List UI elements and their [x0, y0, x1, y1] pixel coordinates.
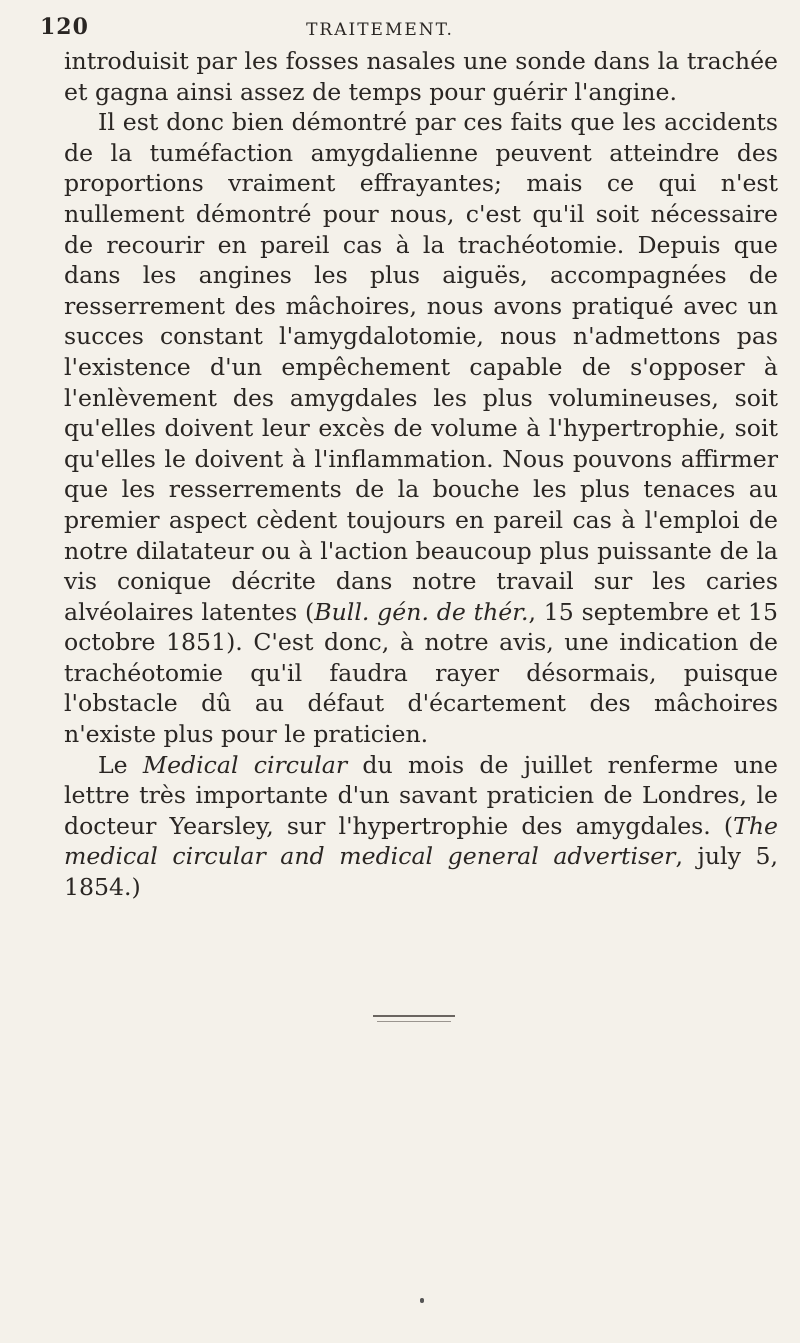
section-divider — [373, 1015, 455, 1017]
paragraph-2-tail: , 15 septembre et 15 octobre 1851). C'est donc, à notre avis, une indication de trachéotomie qu'il faudra rayer désormais, puisque l'obstacle dû au défaut d'écartement des mâchoires n'existe plus pour le praticien. — [64, 597, 779, 749]
page-number: 120 — [40, 14, 89, 40]
paragraph-3 — [64, 750, 778, 903]
paragraph-2-text: Il est donc bien démontré par ces faits que les accidents de la tuméfaction amygdalienne peuvent atteindre des proportions vraiment effrayantes; mais ce qui n'est nullement démontré pour nous, c'est qu'il soit nécessaire de recourir en pareil cas à la trachéotomie. Depuis que dans les angines les plus aiguës, accompagnées de resserrement des mâchoires, nous avons pratiqué avec un succes constant l'amygdalotomie, nous n'admettons pas l'existence d'un empêchement capable de s'opposer à l'enlèvement des amygdales les plus volumineuses, soit qu'elles doivent leur excès de volume à l'hypertrophie, soit qu'elles le doivent à l'inflammation. Nous pouvons affirmer que les resserrements de la bouche les plus tenaces au premier aspect cèdent toujours en pareil cas à l'emploi de notre dilatateur ou à l'action beaucoup plus puissante de la vis conique décrite dans notre travail sur les caries alvéolaires latentes ( — [64, 108, 778, 626]
paragraph-3-lead: Le — [98, 750, 143, 779]
citation-bull-gen-ther: Bull. gén. de thér. — [314, 597, 529, 626]
running-head: TRAITEMENT. — [306, 20, 454, 40]
paragraph-1: introduisit par les fosses nasales une sonde dans la trachée et gagna ainsi assez de temps pour guérir l'angine. — [64, 47, 778, 106]
paragraph-3-tail: , july 5, 1854.) — [64, 842, 778, 902]
page-header — [40, 14, 760, 50]
ink-speck — [420, 1298, 424, 1303]
paragraph-2 — [64, 107, 778, 749]
body-text — [64, 46, 778, 903]
citation-medical-circular: The medical circular and medical general advertiser — [64, 811, 778, 871]
journal-title-medical-circular: Medical circular — [142, 750, 348, 779]
paragraph-3-text: du mois de juillet renferme une lettre très importante d'un savant praticien de Londres, le docteur Yearsley, sur l'hypertrophie des amygdales. ( — [64, 750, 778, 840]
section-divider-thin — [377, 1021, 451, 1022]
